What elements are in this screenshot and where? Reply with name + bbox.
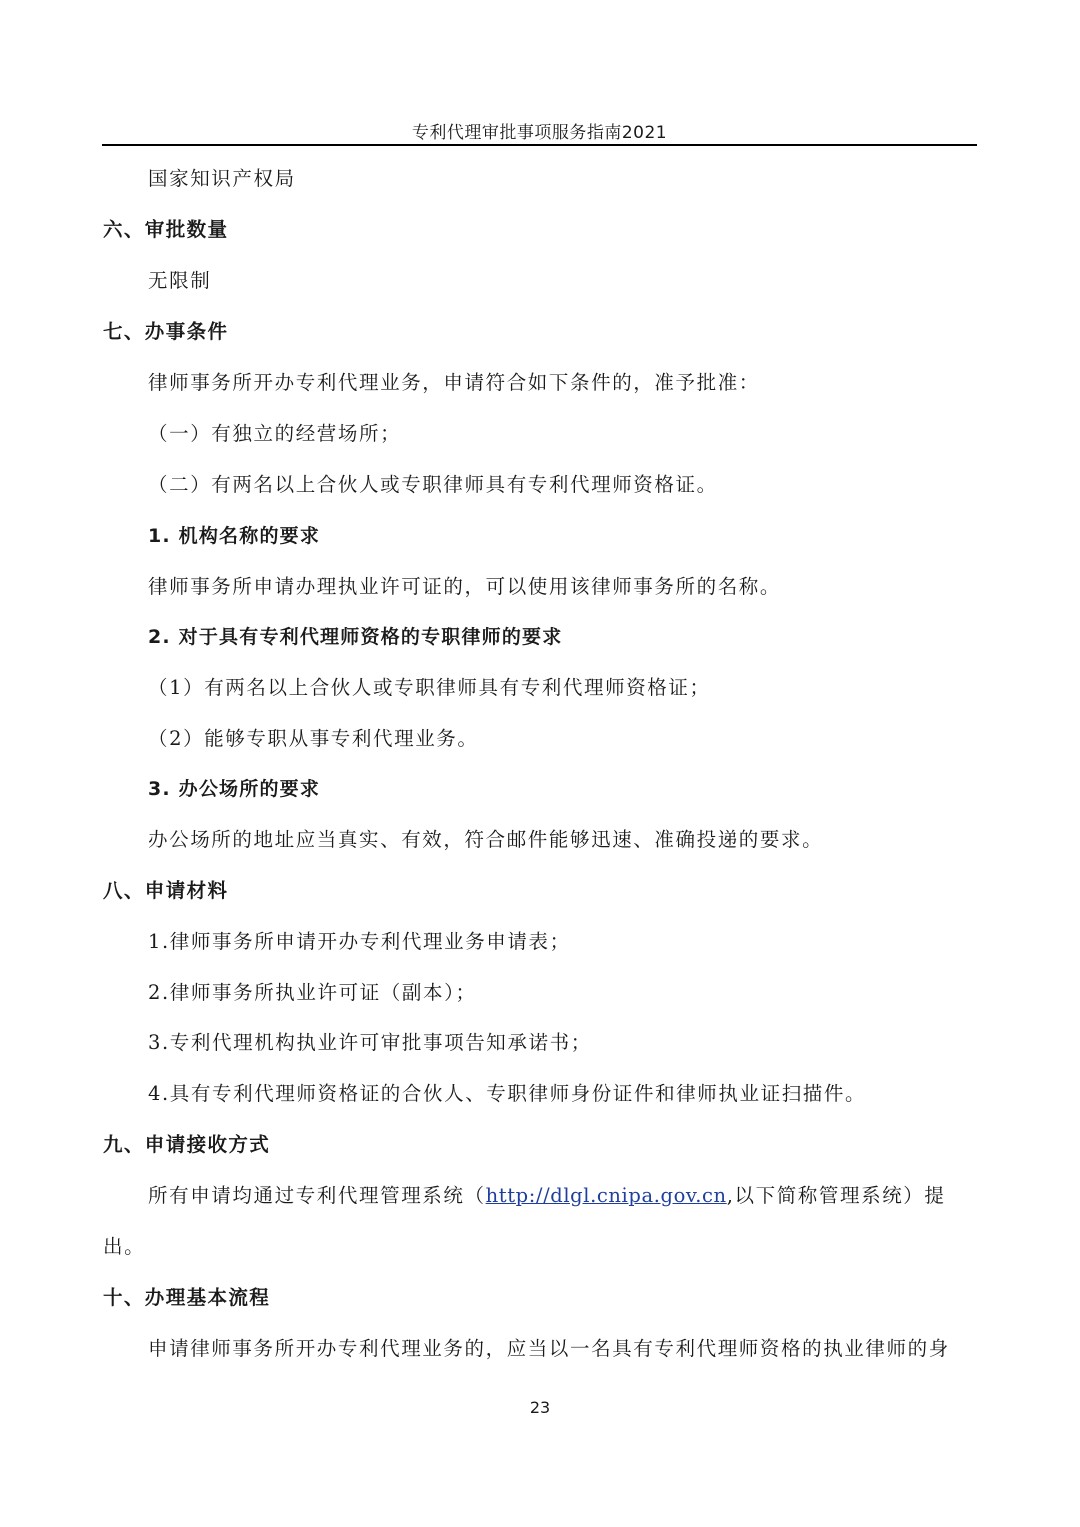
section-7-sub1-text: 律师事务所申请办理执业许可证的，可以使用该律师事务所的名称。 <box>148 575 782 598</box>
section-7-intro: 律师事务所开办专利代理业务，申请符合如下条件的，准予批准： <box>148 371 760 394</box>
system-url-link[interactable]: http://dlgl.cnipa.gov.cn <box>485 1184 727 1207</box>
header-divider <box>102 144 977 146</box>
section-8-item: 1.律师事务所申请开办专利代理业务申请表； <box>148 930 571 953</box>
section-9-text-after: ,以下简称管理系统）提 <box>726 1184 946 1207</box>
section-8-heading: 八、申请材料 <box>103 879 229 902</box>
running-header: 专利代理审批事项服务指南2021 <box>411 123 668 143</box>
section-7-sub1-heading: 1. 机构名称的要求 <box>148 525 321 547</box>
section-7-sub3-heading: 3. 办公场所的要求 <box>148 778 321 800</box>
section-9-text-continued: 出。 <box>103 1235 146 1258</box>
section-7-sub2-item-2: （2）能够专职从事专利代理业务。 <box>148 727 479 750</box>
section-7-sub2-item-1: （1）有两名以上合伙人或专职律师具有专利代理师资格证； <box>148 676 711 699</box>
authority-text: 国家知识产权局 <box>148 167 296 190</box>
section-7-heading: 七、办事条件 <box>103 320 229 343</box>
section-8-item: 3.专利代理机构执业许可审批事项告知承诺书； <box>148 1031 592 1054</box>
section-7-sub3-text: 办公场所的地址应当真实、有效，符合邮件能够迅速、准确投递的要求。 <box>148 828 824 851</box>
section-6-text: 无限制 <box>148 269 212 292</box>
section-8-item: 2.律师事务所执业许可证（副本）； <box>148 981 477 1004</box>
section-7-condition-1: （一）有独立的经营场所； <box>148 422 402 445</box>
section-10-heading: 十、办理基本流程 <box>103 1286 271 1309</box>
section-10-text: 申请律师事务所开办专利代理业务的，应当以一名具有专利代理师资格的执业律师的身 <box>148 1337 950 1360</box>
section-7-condition-2: （二）有两名以上合伙人或专职律师具有专利代理师资格证。 <box>148 473 718 496</box>
page-number: 23 <box>529 1398 551 1417</box>
section-7-sub2-heading: 2. 对于具有专利代理师资格的专职律师的要求 <box>148 626 563 648</box>
section-9-heading: 九、申请接收方式 <box>103 1133 271 1156</box>
section-6-heading: 六、审批数量 <box>103 218 229 241</box>
section-9-text-before: 所有申请均通过专利代理管理系统（ <box>148 1184 486 1207</box>
section-8-item: 4.具有专利代理师资格证的合伙人、专职律师身份证件和律师执业证扫描件。 <box>148 1082 867 1105</box>
section-9-text <box>148 1182 946 1210</box>
